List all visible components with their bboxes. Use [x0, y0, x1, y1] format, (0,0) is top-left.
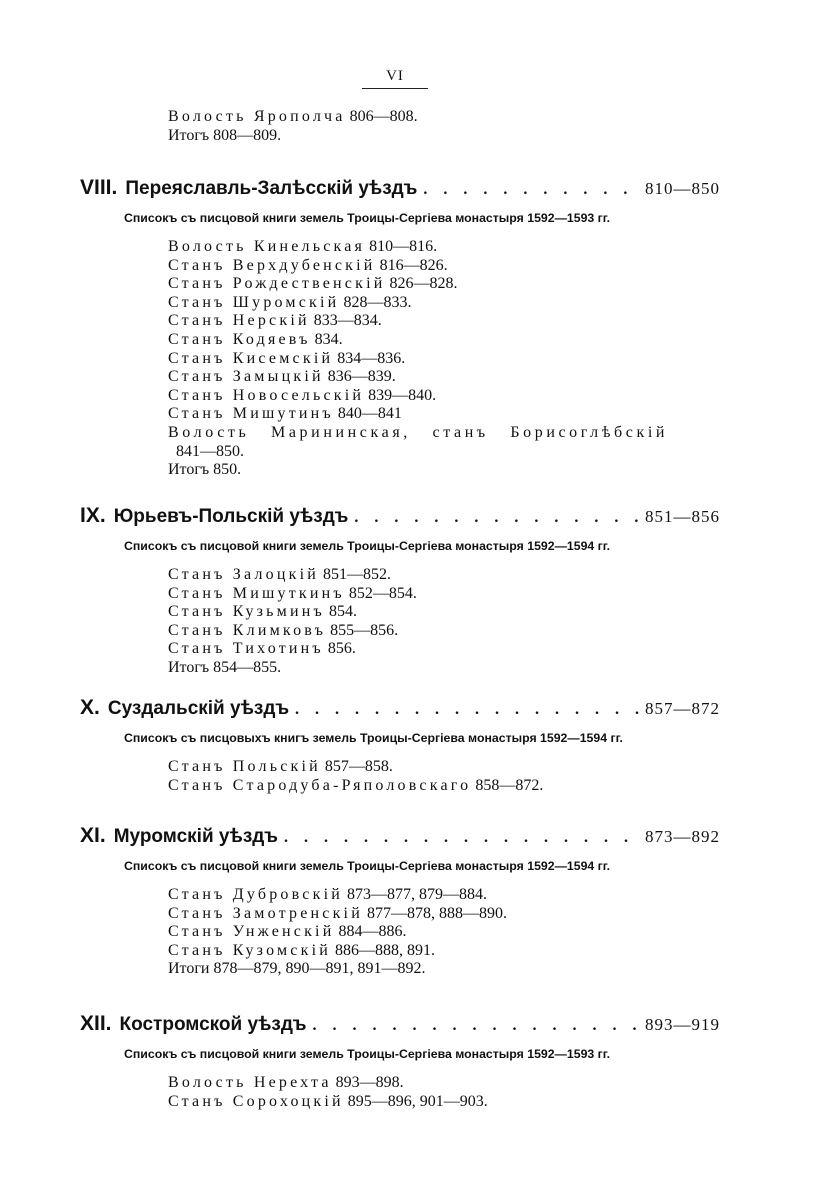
section — [80, 176, 720, 480]
list-item — [168, 777, 720, 796]
section-items — [168, 886, 720, 979]
list-item — [168, 886, 720, 905]
section-pages: 810—850 — [645, 179, 720, 198]
item-name: Станъ Стародуба-Ряполовскаго — [168, 776, 472, 794]
item-name: Станъ Кузьминъ — [168, 603, 325, 621]
section-pages: 873—892 — [645, 827, 720, 846]
item-name: Станъ Верхдубенскій — [168, 256, 376, 274]
item-name: Станъ Рождественскій — [168, 275, 386, 293]
item-range: 850. — [213, 461, 242, 479]
item-name: Волость Ярополча — [168, 108, 346, 125]
list-item — [168, 405, 720, 424]
list-item — [168, 905, 720, 924]
section-number: XI. — [80, 824, 106, 847]
list-item — [168, 640, 720, 659]
item-name: Итогъ — [168, 461, 210, 479]
section-items — [168, 566, 720, 678]
section-title: Суздальскій уѣздъ — [107, 698, 290, 719]
item-name: Волость Нерехта — [168, 1074, 332, 1091]
list-item — [168, 312, 720, 331]
section-pages: 851—856 — [645, 507, 720, 526]
item-range: 854. — [329, 603, 357, 621]
item-range: 893—898. — [335, 1074, 404, 1091]
section-heading — [80, 696, 720, 722]
item-range: 851—852. — [322, 566, 391, 583]
list-item — [168, 257, 720, 276]
item-name: Станъ Польскій — [168, 758, 321, 775]
intro-list — [168, 108, 418, 145]
section-items — [168, 238, 720, 480]
item-name: Станъ Мишутинъ — [168, 405, 334, 423]
item-range: 834. — [314, 330, 343, 348]
item-name: Станъ Тихотинъ — [168, 640, 324, 658]
item-name: Итогъ — [168, 658, 210, 676]
item-range: 858—872. — [475, 776, 544, 794]
list-item — [168, 424, 720, 443]
item-name: Итогъ — [168, 126, 210, 144]
list-item — [168, 294, 720, 313]
item-range: 895—896, 901—903. — [347, 1092, 488, 1110]
item-range: 806—808. — [349, 108, 418, 125]
page-number: VI — [362, 68, 428, 89]
item-range: 873—877, 879—884. — [346, 886, 487, 903]
section-source: Списокъ съ писцовой книги земель Троицы-Сергіева монастыря 1592—1594 гг. — [124, 859, 611, 873]
section-number: XII. — [80, 1012, 112, 1035]
section — [80, 1012, 720, 1111]
item-range: 816—826. — [379, 256, 448, 274]
item-range: 854—855. — [213, 658, 282, 676]
item-range: 808—809. — [213, 126, 282, 144]
section-source: Списокъ съ писцовой книги земель Троицы-Сергіева монастыря 1592—1594 гг. — [124, 539, 611, 553]
item-range: 886—888, 891. — [334, 941, 435, 959]
item-range: 855—856. — [330, 621, 399, 639]
list-item — [168, 585, 720, 604]
list-item — [168, 275, 720, 294]
list-item — [168, 443, 720, 462]
list-item — [168, 1074, 720, 1093]
item-name: Волость Кинельская — [168, 238, 366, 255]
item-name: Станъ Залоцкій — [168, 566, 319, 583]
list-item — [168, 622, 720, 641]
item-name: Станъ Нерскій — [168, 312, 310, 330]
item-range: 884—886. — [338, 923, 407, 941]
list-item — [168, 350, 720, 369]
section-items — [168, 758, 720, 795]
section-title: Костромской уѣздъ — [119, 1014, 307, 1035]
section-title: Юрьевъ-Польскій уѣздъ — [113, 506, 349, 527]
dot-leader — [423, 178, 639, 202]
section-heading — [80, 1012, 720, 1038]
list-item — [168, 238, 720, 257]
item-name: Станъ Унженскій — [168, 923, 335, 941]
item-range: 826—828. — [389, 275, 458, 293]
item-name: Итоги — [168, 960, 210, 978]
section-heading — [80, 176, 720, 202]
list-item — [168, 331, 720, 350]
section — [80, 824, 720, 979]
item-range: 833—834. — [313, 312, 382, 330]
section-source: Списокъ съ писцовой книги земель Троицы-Сергіева монастыря 1592—1593 гг. — [124, 1047, 611, 1061]
section-pages: 857—872 — [645, 699, 720, 718]
section-number: X. — [80, 696, 100, 719]
section — [80, 504, 720, 678]
dot-leader — [295, 698, 639, 722]
item-name: Волость Марининская, станъ Борисоглѣбскій — [168, 423, 669, 441]
section-title: Переяславль-Залѣсскій уѣздъ — [125, 178, 418, 199]
section-pages: 893—919 — [645, 1015, 720, 1034]
item-name: Станъ Шуромскій — [168, 293, 340, 311]
section-heading — [80, 504, 720, 530]
list-item — [168, 368, 720, 387]
section — [80, 696, 720, 795]
section-title: Муромскій уѣздъ — [113, 826, 278, 847]
list-item — [168, 108, 418, 127]
list-item — [168, 659, 720, 678]
item-name: Станъ Кисемскій — [168, 349, 334, 367]
item-range: 836—839. — [327, 368, 396, 386]
dot-leader — [284, 826, 639, 850]
list-item — [168, 960, 720, 979]
section-number: IX. — [80, 504, 106, 527]
list-item — [168, 603, 720, 622]
section-number: VIII. — [80, 176, 118, 199]
item-range: 840—841 — [337, 405, 402, 423]
list-item — [168, 923, 720, 942]
item-name: Станъ Мишуткинъ — [168, 584, 345, 602]
item-name: Станъ Замыцкій — [168, 368, 324, 386]
list-item — [168, 566, 720, 585]
item-range: 878—879, 890—891, 891—892. — [213, 960, 426, 978]
list-item — [168, 942, 720, 961]
section-heading — [80, 824, 720, 850]
item-name: Станъ Дубровскій — [168, 886, 343, 903]
item-range: 877—878, 888—890. — [366, 904, 507, 922]
item-name: Станъ Климковъ — [168, 621, 327, 639]
item-name: Станъ Кодяевъ — [168, 330, 311, 348]
item-name: Станъ Кузомскій — [168, 941, 331, 959]
item-range: 839—840. — [368, 386, 437, 404]
dot-leader — [354, 506, 639, 530]
item-range: 841—850. — [176, 442, 244, 460]
list-item — [168, 461, 720, 480]
list-item — [168, 127, 418, 146]
dot-leader — [313, 1014, 639, 1038]
item-range: 857—858. — [324, 758, 393, 775]
item-range: 856. — [327, 640, 356, 658]
list-item — [168, 1093, 720, 1112]
section-source: Списокъ съ писцовой книги земель Троицы-Сергіева монастыря 1592—1593 гг. — [124, 211, 611, 225]
item-name: Станъ Новосельскій — [168, 386, 365, 404]
section-items — [168, 1074, 720, 1111]
item-name: Станъ Сорохоцкій — [168, 1092, 344, 1110]
item-range: 834—836. — [337, 349, 406, 367]
list-item — [168, 387, 720, 406]
list-item — [168, 758, 720, 777]
item-range: 810—816. — [369, 238, 438, 255]
item-range: 852—854. — [348, 584, 417, 602]
section-source: Списокъ съ писцовыхъ книгъ земель Троицы-Сергіева монастыря 1592—1594 гг. — [124, 731, 623, 745]
item-name: Станъ Замотренскій — [168, 904, 363, 922]
item-range: 828—833. — [343, 293, 412, 311]
